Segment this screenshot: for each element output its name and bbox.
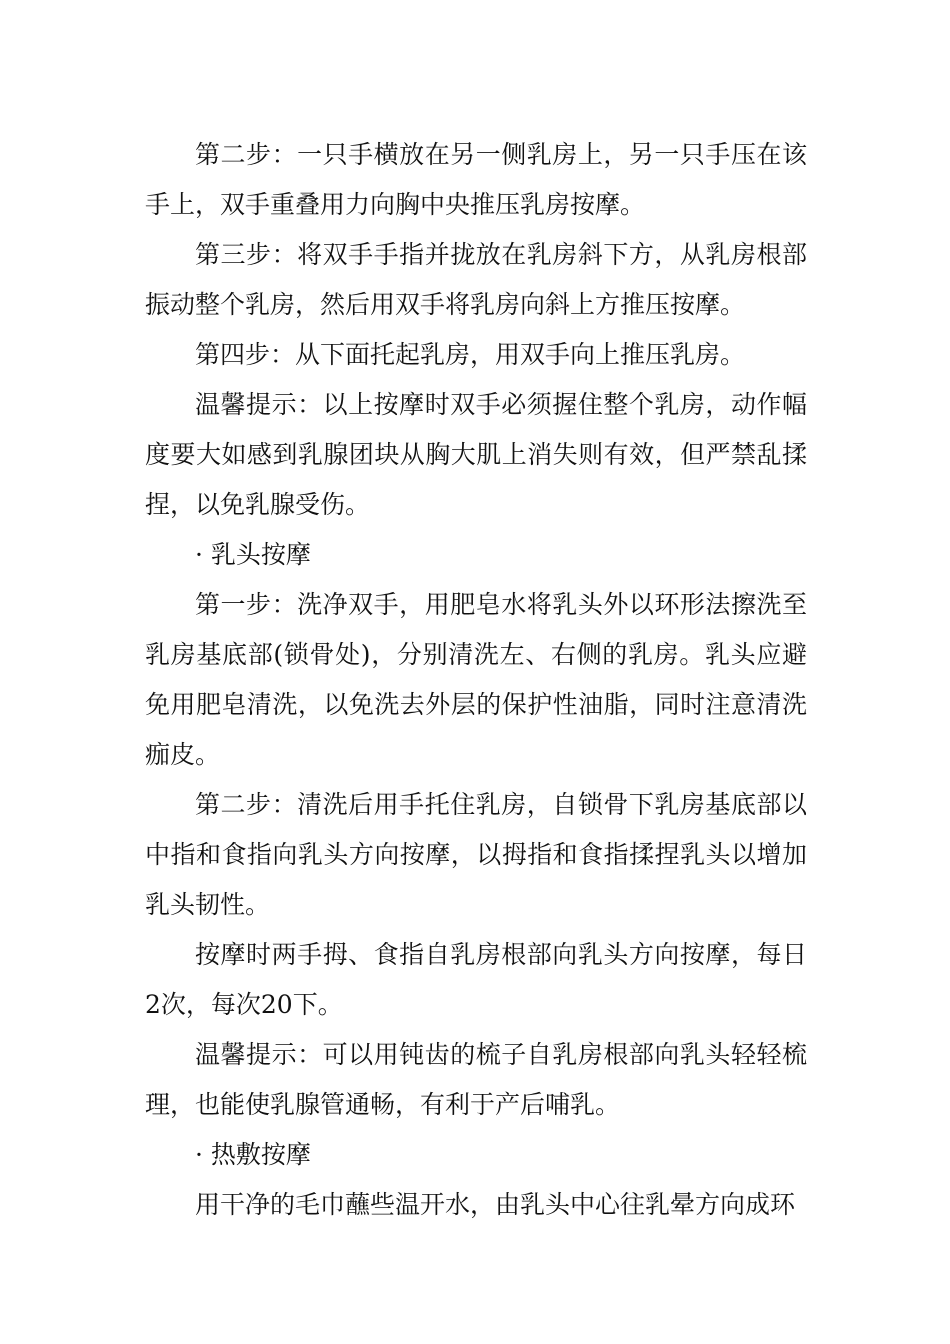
- paragraph-nipple-step-one: 第一步：洗净双手，用肥皂水将乳头外以环形法擦洗至乳房基底部(锁骨处)，分别清洗左、右侧的乳房。乳头应避免用肥皂清洗，以免洗去外层的保护性油脂，同时注意清洗痂皮。: [145, 590, 807, 769]
- section-heading-hot-compress: · 热敷按摩: [195, 1140, 311, 1169]
- paragraph-step-four: 第四步：从下面托起乳房，用双手向上推压乳房。: [195, 340, 746, 369]
- paragraph-nipple-step-two: 第二步：清洗后用手托住乳房，自锁骨下乳房基底部以中指和食指向乳头方向按摩，以拇指和食指揉捏乳头以增加乳头韧性。: [145, 790, 807, 919]
- document-body: [145, 130, 807, 1230]
- paragraph-tip-two: 温馨提示：可以用钝齿的梳子自乳房根部向乳头轻轻梳理，也能使乳腺管通畅，有利于产后哺乳。: [145, 1040, 807, 1119]
- paragraph-step-two-breast-press: 第二步：一只手横放在另一侧乳房上，另一只手压在该手上，双手重叠用力向胸中央推压乳房按摩。: [145, 140, 807, 219]
- section-heading-nipple-massage: · 乳头按摩: [195, 540, 311, 569]
- paragraph-massage-frequency: 按摩时两手拇、食指自乳房根部向乳头方向按摩，每日2次，每次20下。: [145, 940, 807, 1019]
- paragraph-hot-compress: 用干净的毛巾蘸些温开水，由乳头中心往乳晕方向成环: [195, 1190, 796, 1219]
- paragraph-step-three: 第三步：将双手手指并拢放在乳房斜下方，从乳房根部振动整个乳房，然后用双手将乳房向斜上方推压按摩。: [145, 240, 807, 319]
- paragraph-tip-one: 温馨提示：以上按摩时双手必须握住整个乳房，动作幅度要大如感到乳腺团块从胸大肌上消失则有效，但严禁乱揉捏，以免乳腺受伤。: [145, 390, 807, 519]
